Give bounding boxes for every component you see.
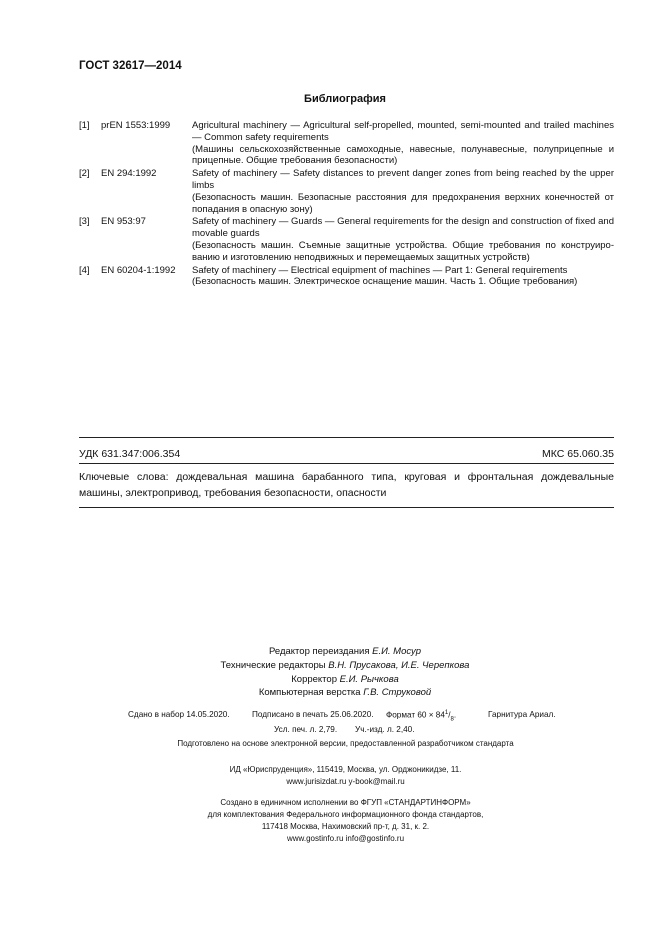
entry-translation: (Безопасность машин. Съемные защитные устройства. Общие требования по конструиро-ванию и изготовлению неподвижных и перемещаемых защитных устройств) [192,239,614,263]
credit-label: Технические редакторы [220,659,326,671]
publisher-line6: www.gostinfo.ru info@gostinfo.ru [286,834,405,843]
credit-label: Компьютерная верстка [258,687,361,699]
print-format-sup: 1 [444,710,449,716]
print-signed-date: Подписано в печать 25.06.2020. [252,710,374,719]
entry-number: [1] [79,120,90,131]
entry-title: Safety of machinery — Safety distances to prevent danger zones from being reached by the upper limbs [192,168,614,191]
publisher-line2: www.jurisizdat.ru y-book@mail.ru [286,777,405,786]
divider-middle [79,463,614,464]
publisher-line4: для комплектования Федерального информационного фонда стандартов, [207,810,484,819]
credit-label: Корректор [291,673,337,685]
publisher-line5: 117418 Москва, Нахимовский пр-т, д. 31, к. 2. [261,822,430,831]
print-format-prefix: Формат 60 × 84 [386,710,445,720]
keywords: Ключевые слова: дождевальная машина барабанного типа, круговая и фронтальная дождевальные машины, электропривод, требования безопасности, опасности [79,471,614,499]
bibliography-entry [79,168,614,215]
credit-name: Г.В. Струковой [363,687,432,699]
credit-label: Редактор переиздания [268,646,370,657]
bibliography-entry [79,216,614,263]
divider-top [79,437,614,438]
entry-code: EN 60204-1:1992 [101,264,176,276]
credit-layout [0,686,661,700]
print-pub-sheets: Уч.-изд. л. 2,40. [355,725,415,734]
entry-number: [4] [79,264,90,276]
print-prepared-note: Подготовлено на основе электронной версии, предоставленной разработчиком стандарта [177,739,514,748]
credit-name: Е.И. Мосур [372,646,422,657]
entry-translation: (Безопасность машин. Безопасные расстояния для предохранения верхних конечностей от попадания в опасную зону) [192,191,614,215]
credit-editor [0,645,661,659]
credit-name: Е.И. Рычкова [339,673,399,685]
publisher-line3: Создано в единичном исполнении во ФГУП «СТАНДАРТИНФОРМ» [220,798,471,807]
mks-code: МКС 65.060.35 [542,448,614,460]
credit-corrector [0,673,661,687]
print-sent-date: Сдано в набор 14.05.2020. [128,710,230,719]
entry-translation: (Машины сельскохозяйственные самоходные, навесные, полунавесные, полуприцепные и прицепные. Общие требования безопасности) [192,143,614,167]
print-format-sub: 8 [450,716,454,723]
entry-code: EN 294:1992 [101,168,157,180]
entry-translation: (Безопасность машин. Электрическое оснащение машин. Часть 1. Общие требования) [192,276,578,288]
udk-code: УДК 631.347:006.354 [79,448,181,460]
entry-code: EN 953:97 [101,216,146,228]
entry-number: [2] [79,168,90,180]
entry-number: [3] [79,216,90,228]
bibliography-list [79,120,614,289]
print-format: Формат $60 \times 84^1/_8$. [386,710,457,723]
entry-title: Safety of machinery — Guards — General requirements for the design and construction of fixed and movable guards [192,216,614,240]
divider-bottom [79,507,614,508]
print-sheets: Усл. печ. л. 2,79. [274,725,338,734]
bibliography-entry [79,120,614,167]
entry-title: Safety of machinery — Electrical equipment of machines — Part 1: General requirements [192,264,568,276]
standard-code: ГОСТ 32617—2014 [79,60,182,72]
credits-block [0,645,661,700]
print-typeface: Гарнитура Ариал. [488,710,556,719]
bibliography-entry [79,265,614,289]
credit-tech-editors [0,659,661,673]
entry-title: Agricultural machinery — Agricultural self-propelled, mounted, semi-mounted and trailed machines — Common safety requirements [192,120,614,143]
entry-code: prEN 1553:1999 [101,120,171,131]
publisher-line1: ИД «Юриспруденция», 115419, Москва, ул. Орджоникидзе, 11. [229,765,462,774]
credit-name: В.Н. Прусакова, И.Е. Черепкова [328,659,470,671]
bibliography-title: Библиография [304,93,386,105]
